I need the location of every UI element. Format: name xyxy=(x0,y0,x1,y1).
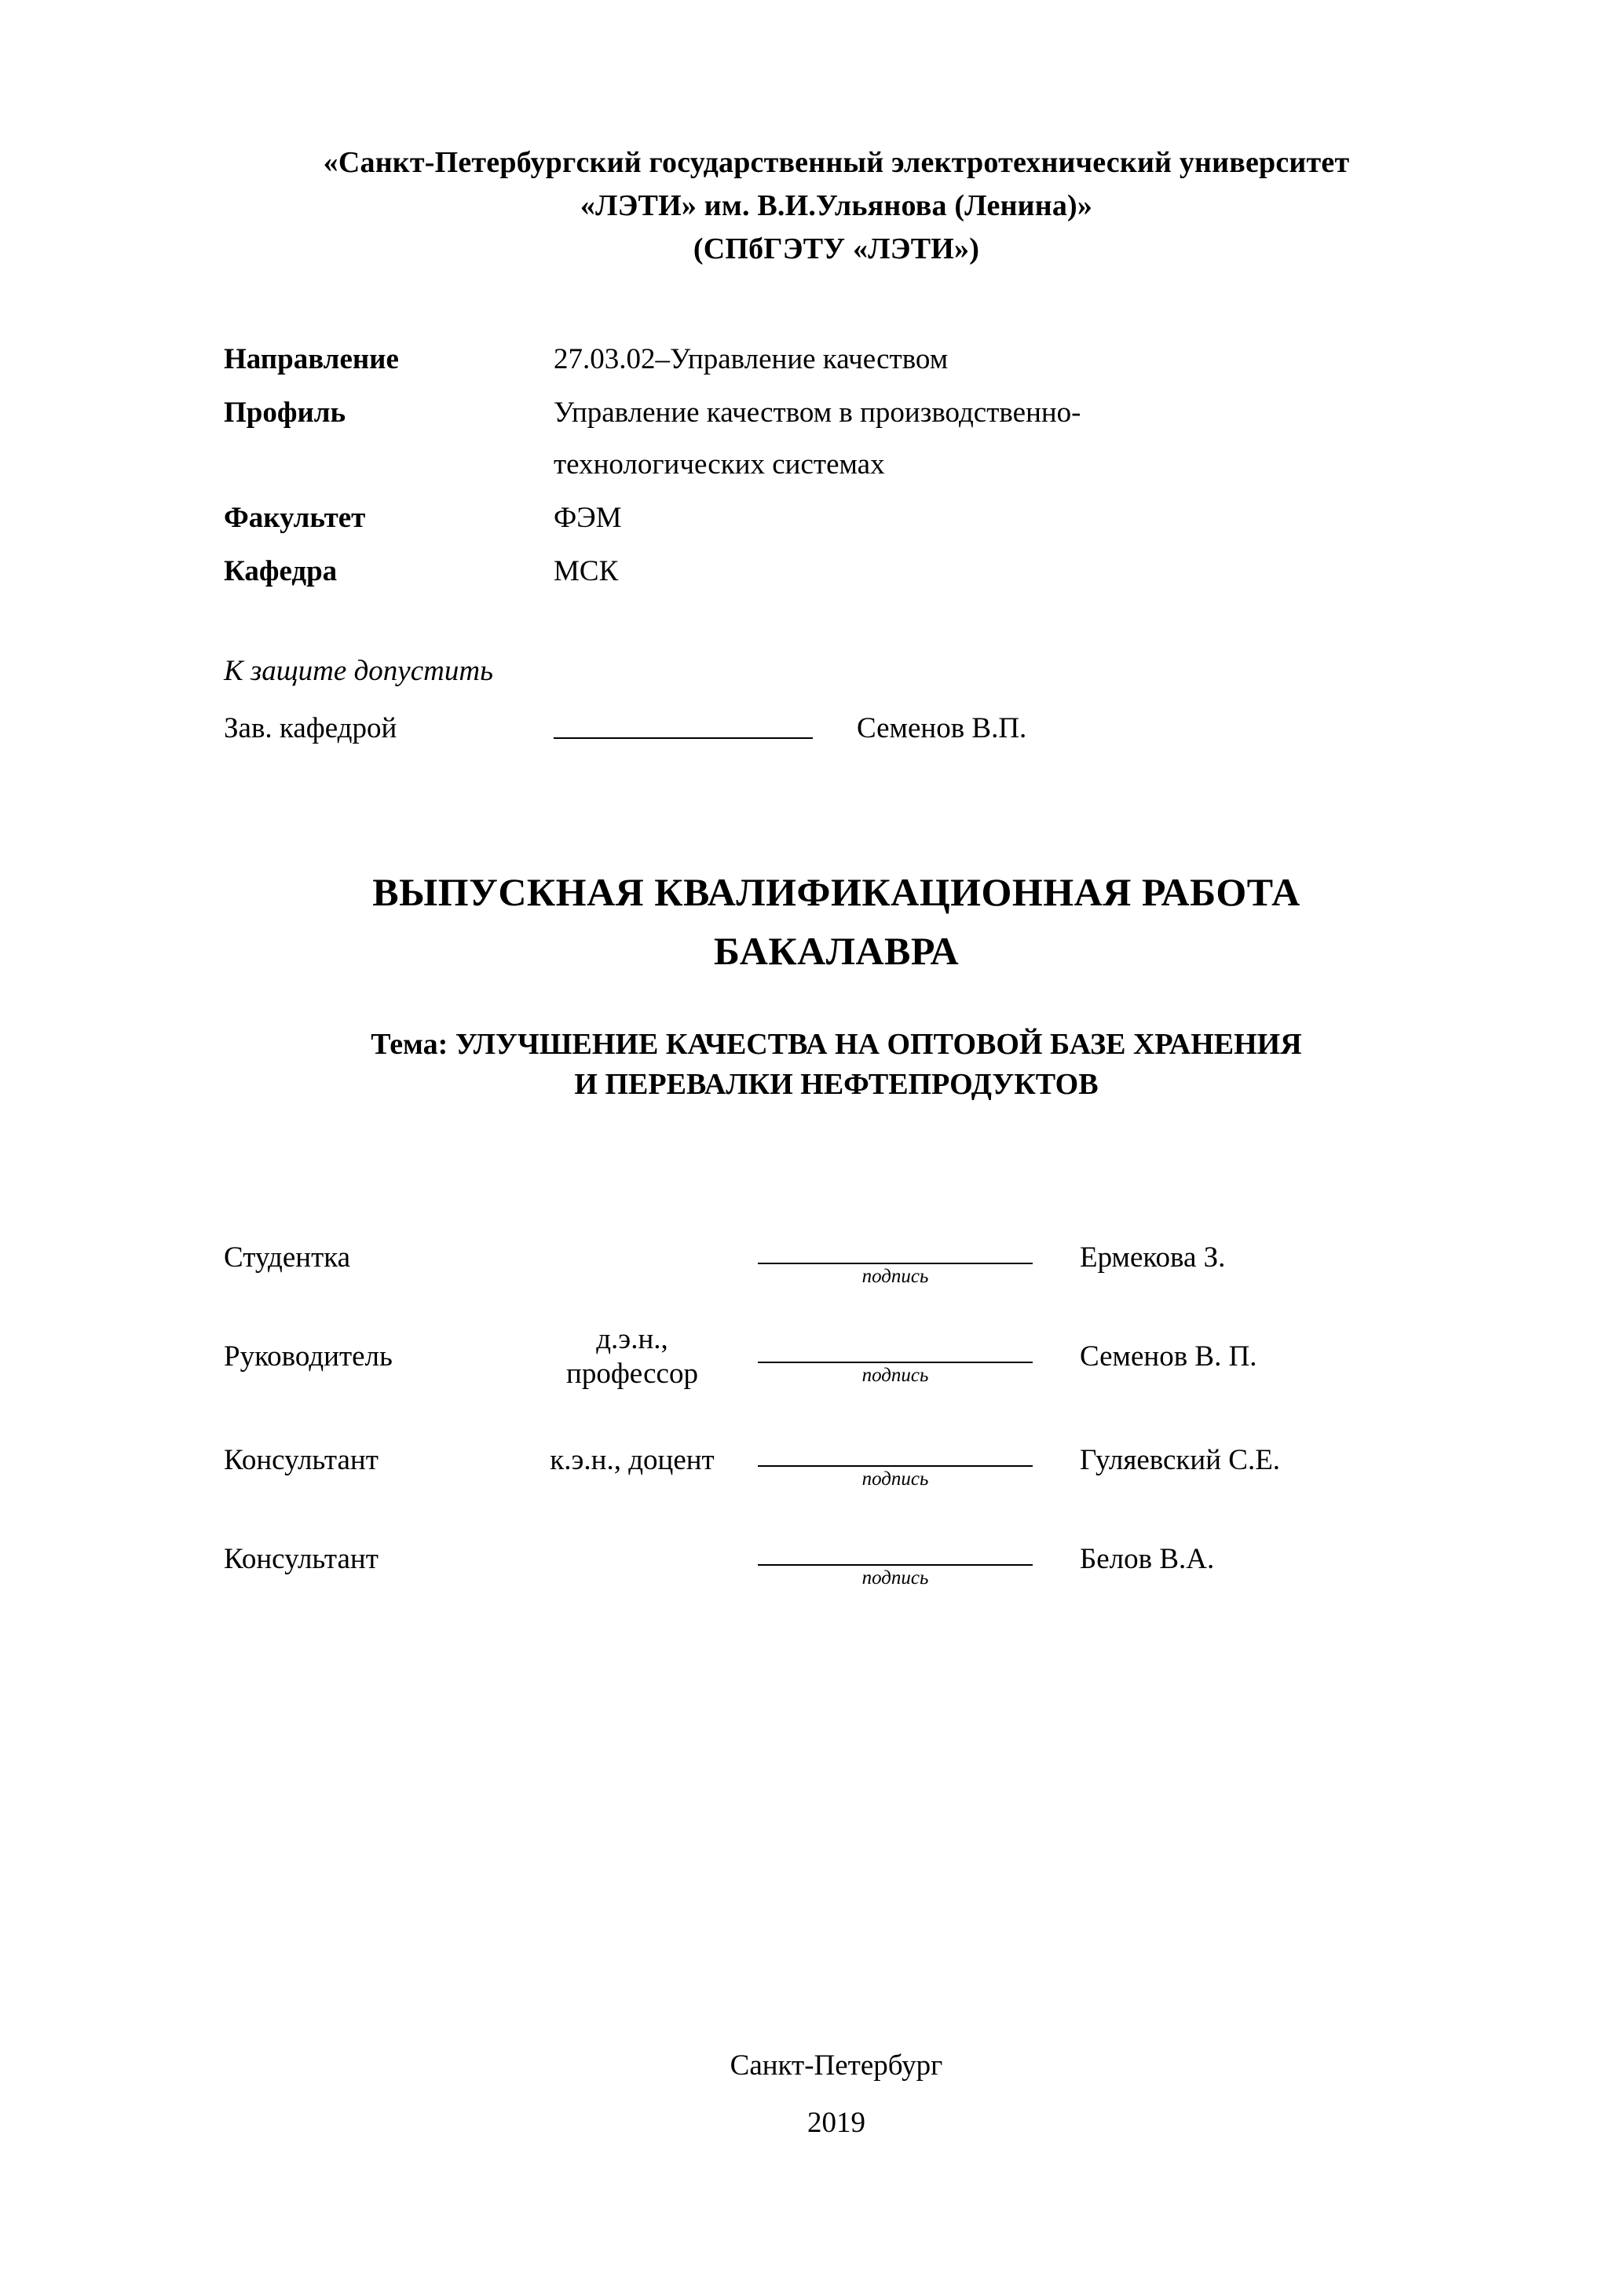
thesis-topic xyxy=(224,1025,1449,1106)
info-value-faculty-text: ФЭМ xyxy=(554,502,622,535)
signature-name-supervisor: Семенов В. П. xyxy=(1080,1340,1257,1373)
signature-line-supervisor xyxy=(758,1340,1033,1363)
page-title-line-1: ВЫПУСКНАЯ КВАЛИФИКАЦИОННАЯ РАБОТА xyxy=(372,869,1300,914)
signature-line-wrap-student xyxy=(758,1223,1033,1288)
signature-line-wrap-consultant-2 xyxy=(758,1525,1033,1589)
thesis-topic-line-1: Тема: УЛУЧШЕНИЕ КАЧЕСТВА НА ОПТОВОЙ БАЗЕ ХРАНЕНИЯ xyxy=(371,1027,1302,1061)
signature-degree-student xyxy=(514,1223,750,1241)
signature-line-wrap-consultant-1 xyxy=(758,1426,1033,1490)
info-label-department: Кафедра xyxy=(224,555,338,588)
signature-name-consultant-1: Гуляевский С.Е. xyxy=(1080,1444,1281,1477)
approval-block xyxy=(224,654,1449,745)
info-value-profile-text: Управление качеством в производственно- xyxy=(554,397,1081,430)
approval-row xyxy=(224,711,1449,745)
info-label-direction: Направление xyxy=(224,343,399,376)
approval-title: К защите допустить xyxy=(224,654,493,687)
thesis-topic-line-2: И ПЕРЕВАЛКИ НЕФТЕПРОДУКТОВ xyxy=(574,1068,1099,1102)
info-label-faculty: Факультет xyxy=(224,502,366,535)
info-value-direction-text: 27.03.02–Управление качеством xyxy=(554,343,949,376)
university-name-line-1: «Санкт-Петербургский государственный электротехнический университет xyxy=(323,146,1350,179)
info-value-department-text: МСК xyxy=(554,555,619,588)
document-body xyxy=(224,141,1449,1624)
signature-degree-consultant-1 xyxy=(514,1426,750,1478)
info-value-faculty xyxy=(554,499,1449,552)
footer-year: 2019 xyxy=(807,2106,865,2139)
info-value-profile-text-2: технологических системах xyxy=(554,448,885,481)
signature-degree-supervisor-line-1: д.э.н., xyxy=(596,1322,668,1355)
program-info-table xyxy=(224,340,1449,605)
signature-caption-student: подпись xyxy=(861,1265,929,1287)
info-value-profile xyxy=(554,393,1449,499)
university-name-line-3: (СПбГЭТУ «ЛЭТИ») xyxy=(693,232,980,266)
signature-caption-consultant-1: подпись xyxy=(861,1468,929,1490)
signature-row-student xyxy=(224,1223,1449,1288)
table-row xyxy=(224,340,1449,393)
signature-block xyxy=(224,1223,1449,1590)
signature-line-student xyxy=(758,1241,1033,1264)
signature-role-consultant-2: Консультант xyxy=(224,1543,379,1576)
signature-role-student: Студентка xyxy=(224,1241,351,1274)
page-title xyxy=(224,863,1449,981)
signature-row-supervisor xyxy=(224,1322,1449,1392)
page-title-line-2: БАКАЛАВРА xyxy=(713,928,960,973)
signature-name-consultant-2: Белов В.А. xyxy=(1080,1543,1215,1576)
document-footer xyxy=(224,2042,1449,2148)
approval-signature-line xyxy=(554,714,813,739)
signature-name-student: Ермекова З. xyxy=(1080,1241,1226,1274)
signature-caption-consultant-2: подпись xyxy=(861,1567,929,1589)
signature-line-consultant-1 xyxy=(758,1443,1033,1467)
info-label-profile: Профиль xyxy=(224,397,346,430)
signature-role-consultant-1: Консультант xyxy=(224,1444,379,1477)
university-header xyxy=(224,141,1449,271)
table-row xyxy=(224,393,1449,499)
approval-role: Зав. кафедрой xyxy=(224,711,397,744)
signature-degree-supervisor xyxy=(514,1322,750,1392)
footer-city: Санкт-Петербург xyxy=(730,2049,943,2082)
signature-line-consultant-2 xyxy=(758,1542,1033,1566)
table-row xyxy=(224,499,1449,552)
signature-line-wrap-supervisor xyxy=(758,1322,1033,1387)
university-name-line-2: «ЛЭТИ» им. В.И.Ульянова (Ленина)» xyxy=(580,189,1093,223)
signature-degree-consultant-1-line-1: к.э.н., доцент xyxy=(550,1444,715,1477)
info-value-department xyxy=(554,552,1449,605)
signature-degree-consultant-2 xyxy=(514,1525,750,1542)
signature-row-consultant-2 xyxy=(224,1525,1449,1589)
approval-name: Семенов В.П. xyxy=(857,711,1027,744)
signature-row-consultant-1 xyxy=(224,1426,1449,1490)
signature-caption-supervisor: подпись xyxy=(861,1364,929,1386)
signature-role-supervisor: Руководитель xyxy=(224,1340,393,1373)
table-row xyxy=(224,552,1449,605)
signature-degree-supervisor-line-2: профессор xyxy=(566,1357,698,1390)
info-value-direction xyxy=(554,340,1449,393)
